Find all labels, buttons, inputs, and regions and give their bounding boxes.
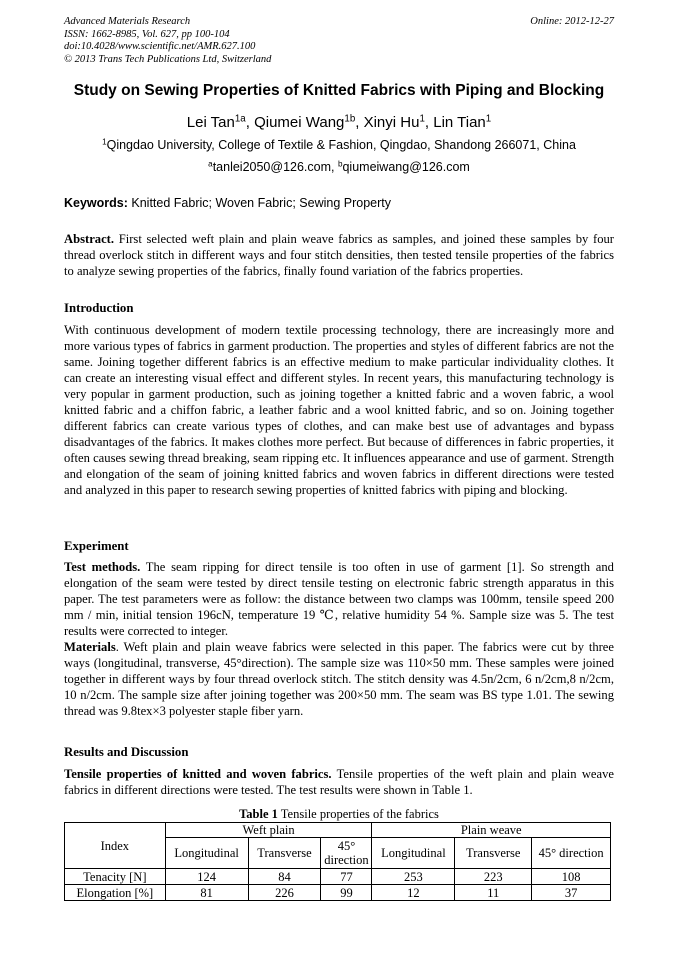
column-header: 45° direction: [321, 838, 372, 869]
results-label: Tensile properties of knitted and woven fabrics.: [64, 767, 332, 781]
group-header-weft-plain: Weft plain: [165, 823, 372, 838]
doi-line: doi:10.4028/www.scientific.net/AMR.627.100: [64, 41, 256, 52]
table-row: [65, 869, 611, 885]
journal-header: [64, 16, 271, 66]
paper-title: Study on Sewing Properties of Knitted Fabrics with Piping and Blocking: [73, 82, 605, 99]
column-header: 45° direction: [532, 838, 611, 869]
author-name: Lin Tian: [433, 114, 486, 131]
affiliation: [40, 138, 638, 152]
email-link[interactable]: qiumeiwang@126.com: [342, 160, 470, 174]
keywords-text: Knitted Fabric; Woven Fabric; Sewing Property: [131, 196, 391, 210]
copyright-line: © 2013 Trans Tech Publications Ltd, Switzerland: [64, 53, 272, 65]
table-cell: 12: [372, 885, 455, 901]
table-caption-label: Table 1: [239, 807, 278, 821]
table-cell: 84: [248, 869, 321, 885]
email-sup: b: [337, 159, 343, 169]
author-list: Lei Tan$^{1a}$, Qiumei Wang$^{1b}$, Xinyi Hu$^1$, Lin Tian$^1$: [186, 113, 492, 131]
table-cell: 124: [165, 869, 248, 885]
email-list: $^a$tanlei2050@126.com, $^b$qiumeiwang@126.com: [208, 159, 470, 174]
experiment-body: [64, 559, 614, 719]
author-name: Xinyi Hu: [363, 114, 420, 131]
column-header: Transverse: [455, 838, 532, 869]
author-sup: 1: [419, 113, 425, 125]
row-label: Elongation [%]: [65, 885, 166, 901]
table-cell: 223: [455, 869, 532, 885]
table-cell: 253: [372, 869, 455, 885]
table-cell: 11: [455, 885, 532, 901]
test-methods-text: The seam ripping for direct tensile is too often in use of garment [1]. So strength and elongation of the seam were tested by direct tensile testing on electronic fabric strength apparatus in this paper. The test parameters were as follow: the distance between two clamps was 100mm, tensile speed 200 mm / min, initial tension 196cN, temperature 19 ℃, relative humidity 54 %. Sample size was 5. The test results were corrected to integer.: [64, 560, 614, 638]
table-cell: 99: [321, 885, 372, 901]
index-header: Index: [65, 823, 166, 869]
keywords: [64, 196, 614, 210]
introduction-paragraph: With continuous development of modern textile processing technology, there are increasingly more and more various types of fabrics in garment production. The properties and styles of different fabrics are not the same. Joining together different fabrics is an effective medium to make particular individuality clothes. It can create an interesting visual effect and different styles. In recent years, this manufacturing technology is very popular in garment production, such as joining together a knitted fabric and a woven fabric, a wool knitted fabric and a chiffon fabric, a leather fabric and a wool knitted fabric, and so on. Joining together different fabrics can create various types of clothes, and can make best use of advantages and bypass disadvantages of the fabrics. It makes clothes more perfect. But because of differences in fabric properties, it often causes sewing thread breaking, seam ripping etc. It influences appearance and use of garment. Strength and elongation of the seam of joining knitted fabrics and woven fabrics in different directions were tested and analyzed in this paper to research sewing properties of knitted fabrics with piping and blocking.: [64, 323, 614, 497]
section-heading-introduction: Introduction: [64, 301, 134, 315]
group-header-plain-weave: Plain weave: [372, 823, 611, 838]
affiliation-text: Qingdao University, College of Textile & Fashion, Qingdao, Shandong 266071, China: [106, 138, 576, 152]
row-label: Tenacity [N]: [65, 869, 166, 885]
section-heading-results: Results and Discussion: [64, 745, 189, 759]
column-header: Longitudinal: [165, 838, 248, 869]
column-header: Longitudinal: [372, 838, 455, 869]
issn-line: ISSN: 1662-8985, Vol. 627, pp 100-104: [64, 28, 230, 40]
materials-paragraph: [64, 639, 614, 719]
table-cell: 37: [532, 885, 611, 901]
table-cell: 108: [532, 869, 611, 885]
tensile-properties-table: [64, 822, 611, 901]
online-date: Online: 2012-12-27: [530, 16, 614, 27]
results-paragraph: [64, 766, 614, 798]
email-sup: a: [208, 159, 213, 169]
author-name: Lei Tan: [186, 114, 235, 131]
materials-text: . Weft plain and plain weave fabrics were selected in this paper. The fabrics were cut by three ways (longitudinal, transverse, 45°direction). The sample size was 110×50 mm. These samples were joined together in different ways by four thread overlock stitch. The stitch density was 4.5n/2cm, 6 n/2cm,8 n/2cm, 10 n/2cm. The sample size after joining together was 200×50 mm. The seam was BS type 1.01. The sewing thread was 9.8tex×3 polyester staple fiber yarn.: [64, 640, 614, 718]
affiliation-sup: 1: [102, 137, 107, 147]
author-sup: 1a: [234, 113, 246, 125]
table-cell: 81: [165, 885, 248, 901]
journal-name: Advanced Materials Research: [64, 16, 191, 27]
author-sup: 1: [485, 113, 492, 125]
test-methods-label: Test methods.: [64, 560, 141, 574]
test-methods-paragraph: [64, 559, 614, 639]
abstract-label: Abstract.: [64, 232, 115, 246]
table-row: [65, 885, 611, 901]
abstract-text: First selected weft plain and plain weave fabrics as samples, and joined these samples by four thread overlock stitch in different ways and four stitch densities, then tested tensile properties of the fabrics to analyze sewing properties of the fabrics, finally found variation of the fabrics properties.: [64, 232, 615, 278]
keywords-label: Keywords:: [64, 196, 128, 210]
table-cell: 77: [321, 869, 372, 885]
column-header: Transverse: [248, 838, 321, 869]
table-caption: [0, 807, 678, 822]
table-cell: 226: [248, 885, 321, 901]
table-caption-text: Tensile properties of the fabrics: [280, 807, 439, 821]
author-name: Qiumei Wang: [254, 114, 345, 131]
section-heading-experiment: Experiment: [64, 539, 129, 553]
materials-label: Materials: [64, 640, 116, 654]
email-link[interactable]: tanlei2050@126.com: [212, 160, 332, 174]
abstract: [64, 231, 614, 279]
results-text: Tensile properties of the weft plain and plain weave fabrics in different directions were tested. The test results were shown in Table 1.: [64, 767, 614, 797]
author-sup: 1b: [344, 113, 356, 125]
